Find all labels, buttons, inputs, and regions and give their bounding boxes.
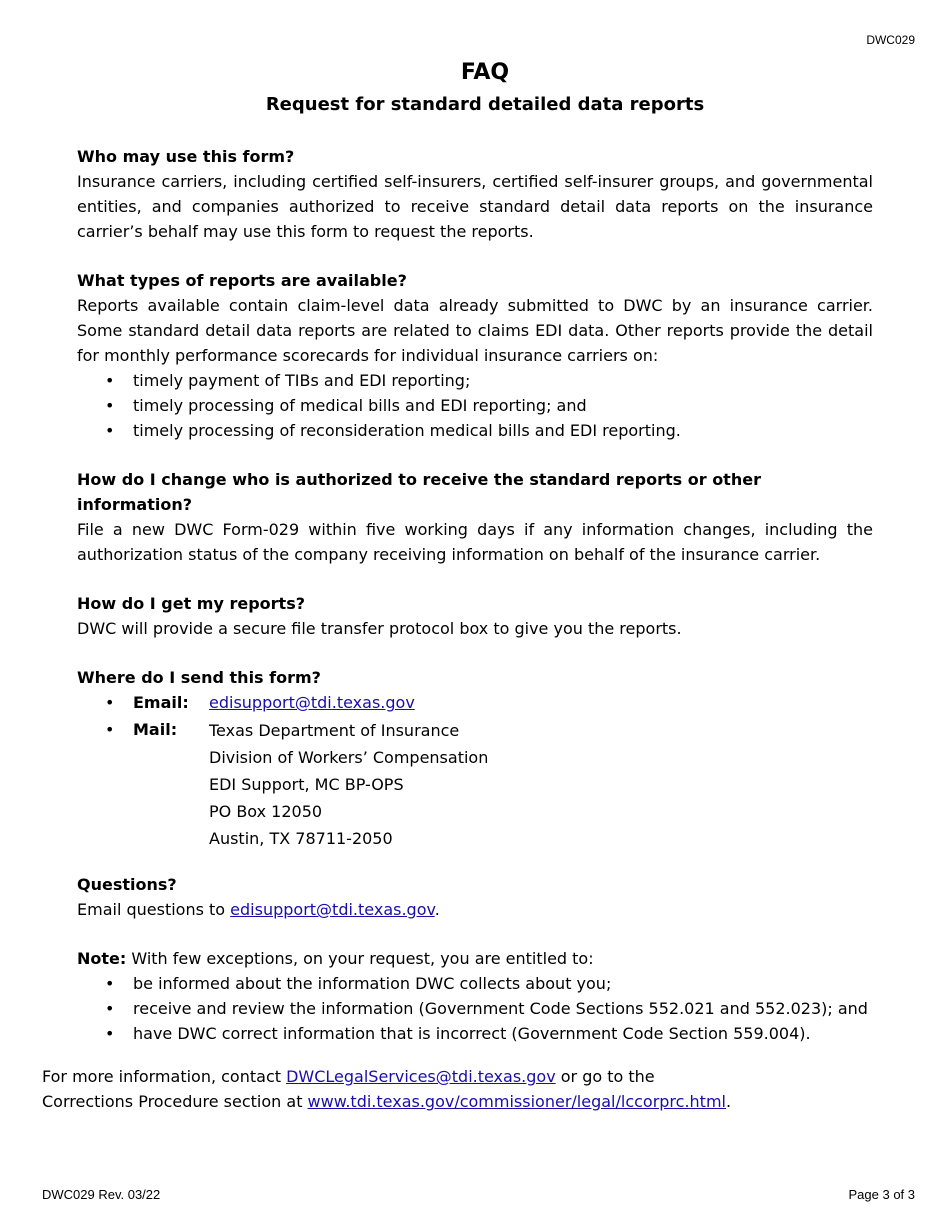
- mail-label: Mail:: [133, 720, 178, 739]
- legal-services-email-link[interactable]: DWCLegalServices@tdi.texas.gov: [286, 1067, 556, 1086]
- more-info-prefix: For more information, contact: [42, 1067, 287, 1086]
- report-types-list: [77, 368, 873, 443]
- rights-list: [77, 971, 873, 1046]
- faq-content: [77, 144, 873, 1070]
- address-line: EDI Support, MC BP-OPS: [209, 775, 404, 794]
- page-subtitle: Request for standard detailed data reports: [265, 94, 705, 115]
- faq-question: Where do I send this form?: [77, 668, 321, 687]
- list-item: • have DWC correct information that is incorrect (Government Code Section 559.004).: [77, 1021, 873, 1046]
- faq-question: Questions?: [77, 875, 177, 894]
- address-line: Division of Workers’ Compensation: [209, 748, 489, 767]
- questions-email-link[interactable]: edisupport@tdi.texas.gov: [230, 900, 435, 919]
- address-line: Texas Department of Insurance: [209, 721, 460, 740]
- questions-suffix: .: [434, 900, 440, 919]
- faq-answer: Insurance carriers, including certified self-insurers, certified self-insurer groups, and governmental entities, and companies authorized to receive standard detail data reports on the insurance carrier’s behalf may use this form to request the reports.: [77, 172, 873, 241]
- address-line: Austin, TX 78711-2050: [209, 829, 393, 848]
- faq-change: [77, 467, 873, 567]
- email-label: Email:: [133, 693, 189, 712]
- more-info-line-1: [42, 1064, 902, 1089]
- page-number: Page 3 of 3: [848, 1187, 915, 1202]
- list-item: • timely processing of reconsideration medical bills and EDI reporting.: [77, 418, 873, 443]
- form-code-header: DWC029: [866, 33, 915, 47]
- faq-answer: [77, 897, 873, 922]
- email-contact: [77, 690, 873, 715]
- more-info-line-2: [42, 1089, 902, 1114]
- more-info-suffix: .: [725, 1092, 732, 1111]
- note-label: Note:: [77, 949, 127, 968]
- mailing-address: [209, 717, 488, 852]
- address-line: PO Box 12050: [209, 802, 323, 821]
- faq-answer: Reports available contain claim-level data already submitted to DWC by an insurance carrier. Some standard detail data reports are related to claims EDI data. Other reports provide the detail for monthly performance scorecards for individual insurance carriers on:: [77, 296, 873, 365]
- faq-get: [77, 591, 873, 641]
- faq-question: Who may use this form?: [77, 147, 295, 166]
- list-item: • receive and review the information (Government Code Sections 552.021 and 552.023); and: [77, 996, 873, 1021]
- note-intro: [77, 946, 873, 971]
- faq-types: [77, 268, 873, 443]
- list-item: • timely payment of TIBs and EDI reporting;: [77, 368, 873, 393]
- faq-note: [77, 946, 873, 1046]
- faq-send: [77, 665, 873, 852]
- faq-who: [77, 144, 873, 244]
- more-info-line2-prefix: Corrections Procedure section at: [42, 1092, 308, 1111]
- note-text: With few exceptions, on your request, you are entitled to:: [126, 949, 594, 968]
- faq-question: How do I change who is authorized to receive the standard reports or other information?: [77, 470, 761, 514]
- questions-prefix: Email questions to: [77, 900, 231, 919]
- faq-answer: DWC will provide a secure file transfer protocol box to give you the reports.: [77, 619, 682, 638]
- faq-answer: File a new DWC Form-029 within five working days if any information changes, including the authorization status of the company receiving information on behalf of the insurance carrier.: [77, 520, 873, 564]
- more-info-middle: or go to the: [555, 1067, 655, 1086]
- email-link[interactable]: edisupport@tdi.texas.gov: [209, 693, 415, 712]
- faq-question: How do I get my reports?: [77, 594, 305, 613]
- corrections-procedure-link[interactable]: www.tdi.texas.gov/commissioner/legal/lccorprc.html: [307, 1092, 726, 1111]
- faq-questions: [77, 872, 873, 922]
- mail-contact: [77, 717, 873, 852]
- more-info: [42, 1064, 902, 1114]
- list-item: • be informed about the information DWC collects about you;: [77, 971, 873, 996]
- revision-footer: DWC029 Rev. 03/22: [42, 1187, 161, 1202]
- faq-question: What types of reports are available?: [77, 271, 407, 290]
- list-item: • timely processing of medical bills and EDI reporting; and: [77, 393, 873, 418]
- page-title: FAQ: [460, 60, 510, 85]
